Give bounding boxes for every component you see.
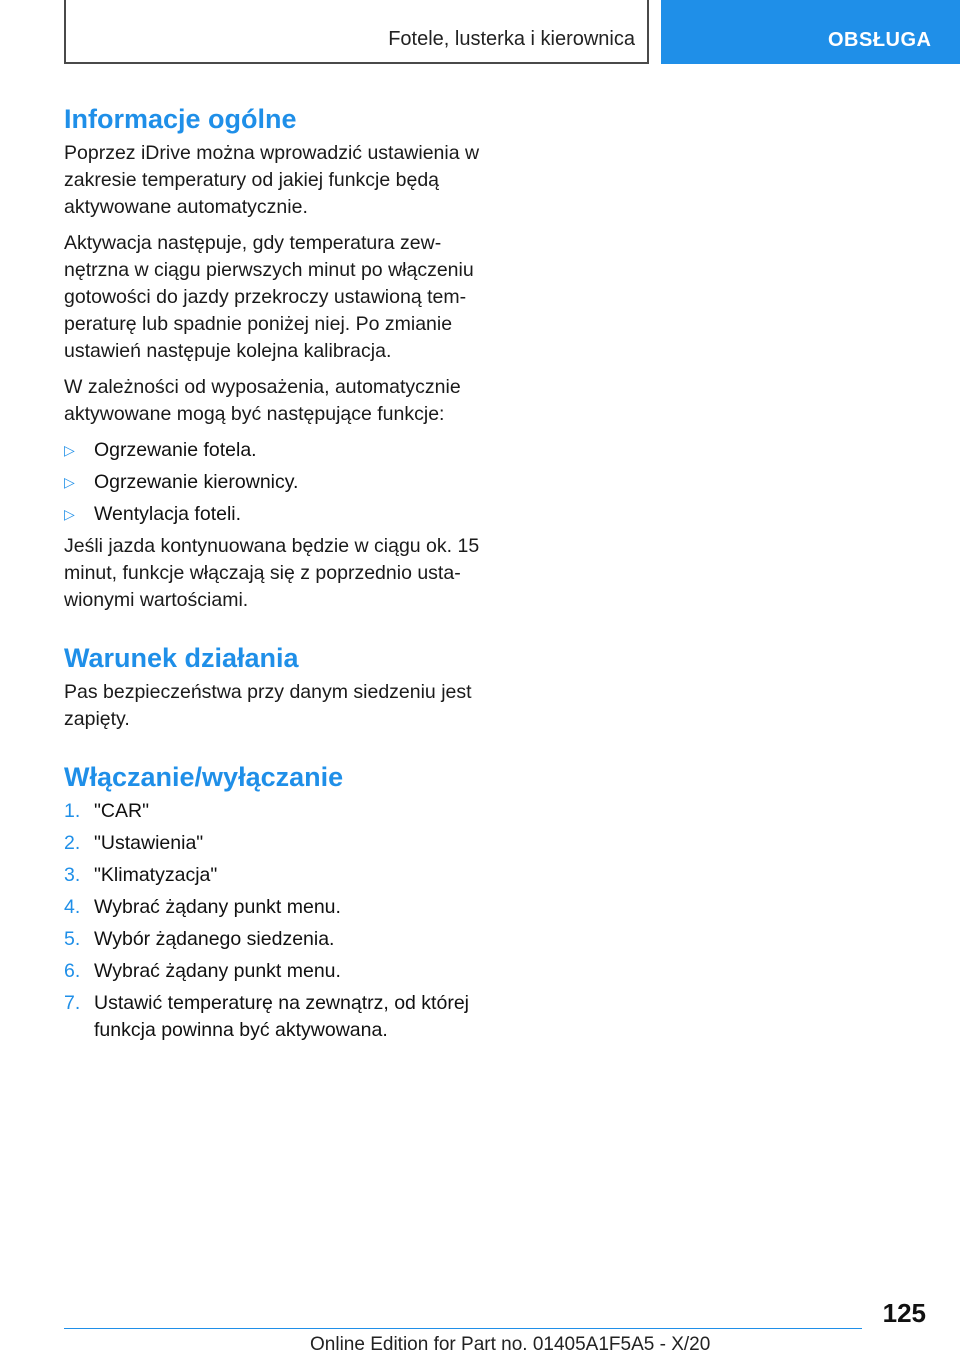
paragraph: Jeśli jazda kontynuowana będzie w ciągu ok. 15 minut, funkcje włączają się z poprzednio ustawionymi wartościami. [64, 535, 480, 611]
triangle-bullet-icon: ▷ [64, 442, 75, 458]
paragraph: Pas bezpieczeństwa przy danym siedzeniu jest zapięty. [64, 681, 472, 730]
chapter-title: Fotele, lusterka i kierownica [388, 28, 635, 50]
list-item: 3. "Klimatyzacja" [64, 864, 218, 886]
edition-footer: Online Edition for Part no. 01405A1F5A5 - X/20 [310, 1334, 711, 1355]
heading-general-info: Informacje ogólne [64, 104, 297, 134]
triangle-bullet-icon: ▷ [64, 474, 75, 490]
section-on-off [64, 760, 484, 1044]
function-list [64, 437, 484, 528]
section-tab-label: OBSŁUGA [828, 29, 932, 51]
section-operating-condition [64, 641, 484, 733]
triangle-bullet-icon: ▷ [64, 506, 75, 522]
list-item: 1. "CAR" [64, 800, 150, 822]
list-item: 6. Wybrać żądany punkt menu. [64, 960, 341, 982]
steps-list [64, 798, 484, 1044]
heading-on-off: Włączanie/wyłączanie [64, 762, 344, 792]
header-chapter-box [64, 0, 649, 64]
section-tab[interactable] [661, 0, 960, 64]
list-item: 2. "Ustawienia" [64, 832, 204, 854]
footer-divider [64, 1328, 862, 1329]
list-item: ▷ Wentylacja foteli. [64, 501, 484, 528]
list-item: ▷ Ogrzewanie kierownicy. [64, 469, 484, 496]
paragraph: Poprzez iDrive można wprowadzić ustawienia w zakresie temperatury od jakiej funkcje będą aktywowane automatycznie. [64, 142, 480, 218]
heading-operating-condition: Warunek działania [64, 643, 299, 673]
list-item: ▷ Ogrzewanie fotela. [64, 437, 484, 464]
page-number: 125 [882, 1298, 926, 1328]
paragraph: W zależności od wyposażenia, automatycznie aktywowane mogą być następujące funkcje: [64, 376, 461, 425]
paragraph: Aktywacja następuje, gdy temperatura zewnętrzna w ciągu pierwszych minut po włączeniu gotowości do jazdy przekroczy ustawioną temperaturę lub spadnie poniżej niej. Po zmianie ustawień następuje kolejna kalibracja. [64, 232, 474, 362]
section-general-info [64, 102, 484, 614]
page-content [64, 102, 484, 1049]
list-item: 4. Wybrać żądany punkt menu. [64, 896, 341, 918]
list-item: 5. Wybór żądanego siedzenia. [64, 928, 335, 950]
list-item: 7. Ustawić temperaturę na zewnątrz, od której funkcja powinna być aktywowana. [64, 992, 469, 1041]
